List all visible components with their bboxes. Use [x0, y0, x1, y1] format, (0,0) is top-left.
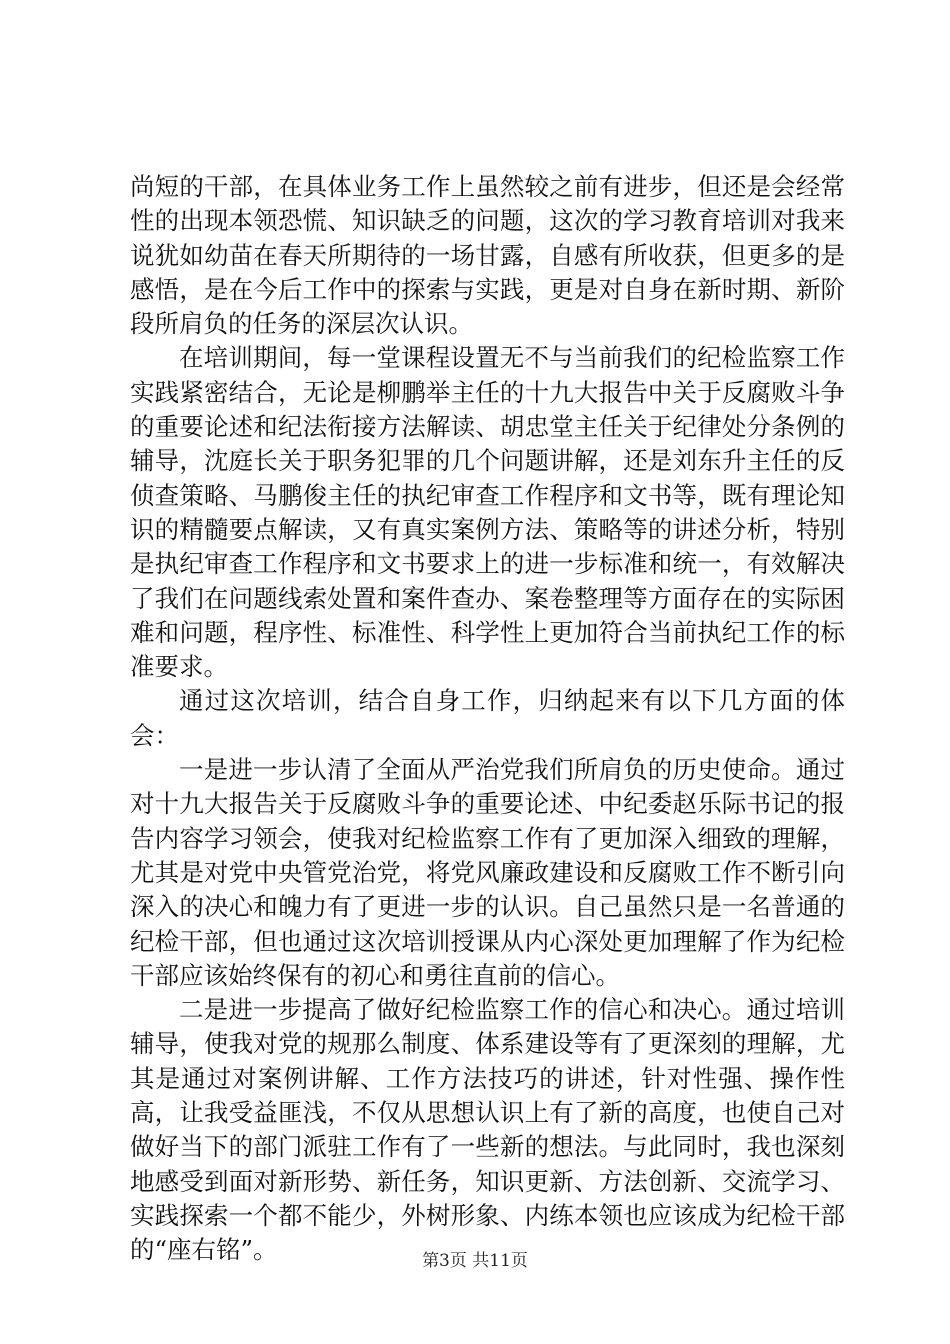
paragraph-summary-intro: 通过这次培训，结合自身工作，归纳起来有以下几方面的体会： — [130, 686, 845, 750]
paragraph-point-two: 二是进一步提高了做好纪检监察工作的信心和决心。通过培训辅导，使我对党的规那么制度、体系建设等有了更深刻的理解，尤其是通过对案例讲解、工作方法技巧的讲述，针对性强、操作性高，让我受益匪浅，不仅从思想认识上有了新的高度，也使自己对做好当下的部门派驻工作有了一些新的想法。与此同时，我也深刻地感受到面对新形势、新任务，知识更新、方法创新、交流学习、实践探索一个都不能少，外树形象、内练本领也应该成为纪检干部的“座右铭”。 — [130, 995, 845, 1265]
paragraph-continuation: 尚短的干部，在具体业务工作上虽然较之前有进步，但还是会经常性的出现本领恐慌、知识缺乏的问题，这次的学习教育培训对我来说犹如幼苗在春天所期待的一场甘露，自感有所收获，但更多的是感悟，是在今后工作中的探索与实践，更是对自身在新时期、新阶段所肩负的任务的深层次认识。 — [130, 172, 845, 339]
body-text — [130, 170, 845, 1268]
page-number-footer: 第3页 共11页 — [422, 1251, 528, 1271]
paragraph-point-one: 一是进一步认清了全面从严治党我们所肩负的历史使命。通过对十九大报告关于反腐败斗争的重要论述、中纪委赵乐际书记的报告内容学习领会，使我对纪检监察工作有了更加深入细致的理解，尤其是对党中央管党治党，将党风廉政建设和反腐败工作不断引向深入的决心和魄力有了更进一步的认识。自己虽然只是一名普通的纪检干部，但也通过这次培训授课从内心深处更加理解了作为纪检干部应该始终保有的初心和勇往直前的信心。 — [130, 755, 845, 990]
paragraph-training-period: 在培训期间，每一堂课程设置无不与当前我们的纪检监察工作实践紧密结合，无论是柳鹏举主任的十九大报告中关于反腐败斗争的重要论述和纪法衔接方法解读、胡忠堂主任关于纪律处分条例的辅导，沈庭长关于职务犯罪的几个问题讲解，还是刘东升主任的反侦查策略、马鹏俊主任的执纪审查工作程序和文书等，既有理论知识的精髓要点解读，又有真实案例方法、策略等的讲述分析，特别是执纪审查工作程序和文书要求上的进一步标准和统一，有效解决了我们在问题线索处置和案件查办、案卷整理等方面存在的实际困难和问题，程序性、标准性、科学性上更加符合当前执纪工作的标准要求。 — [130, 343, 845, 682]
